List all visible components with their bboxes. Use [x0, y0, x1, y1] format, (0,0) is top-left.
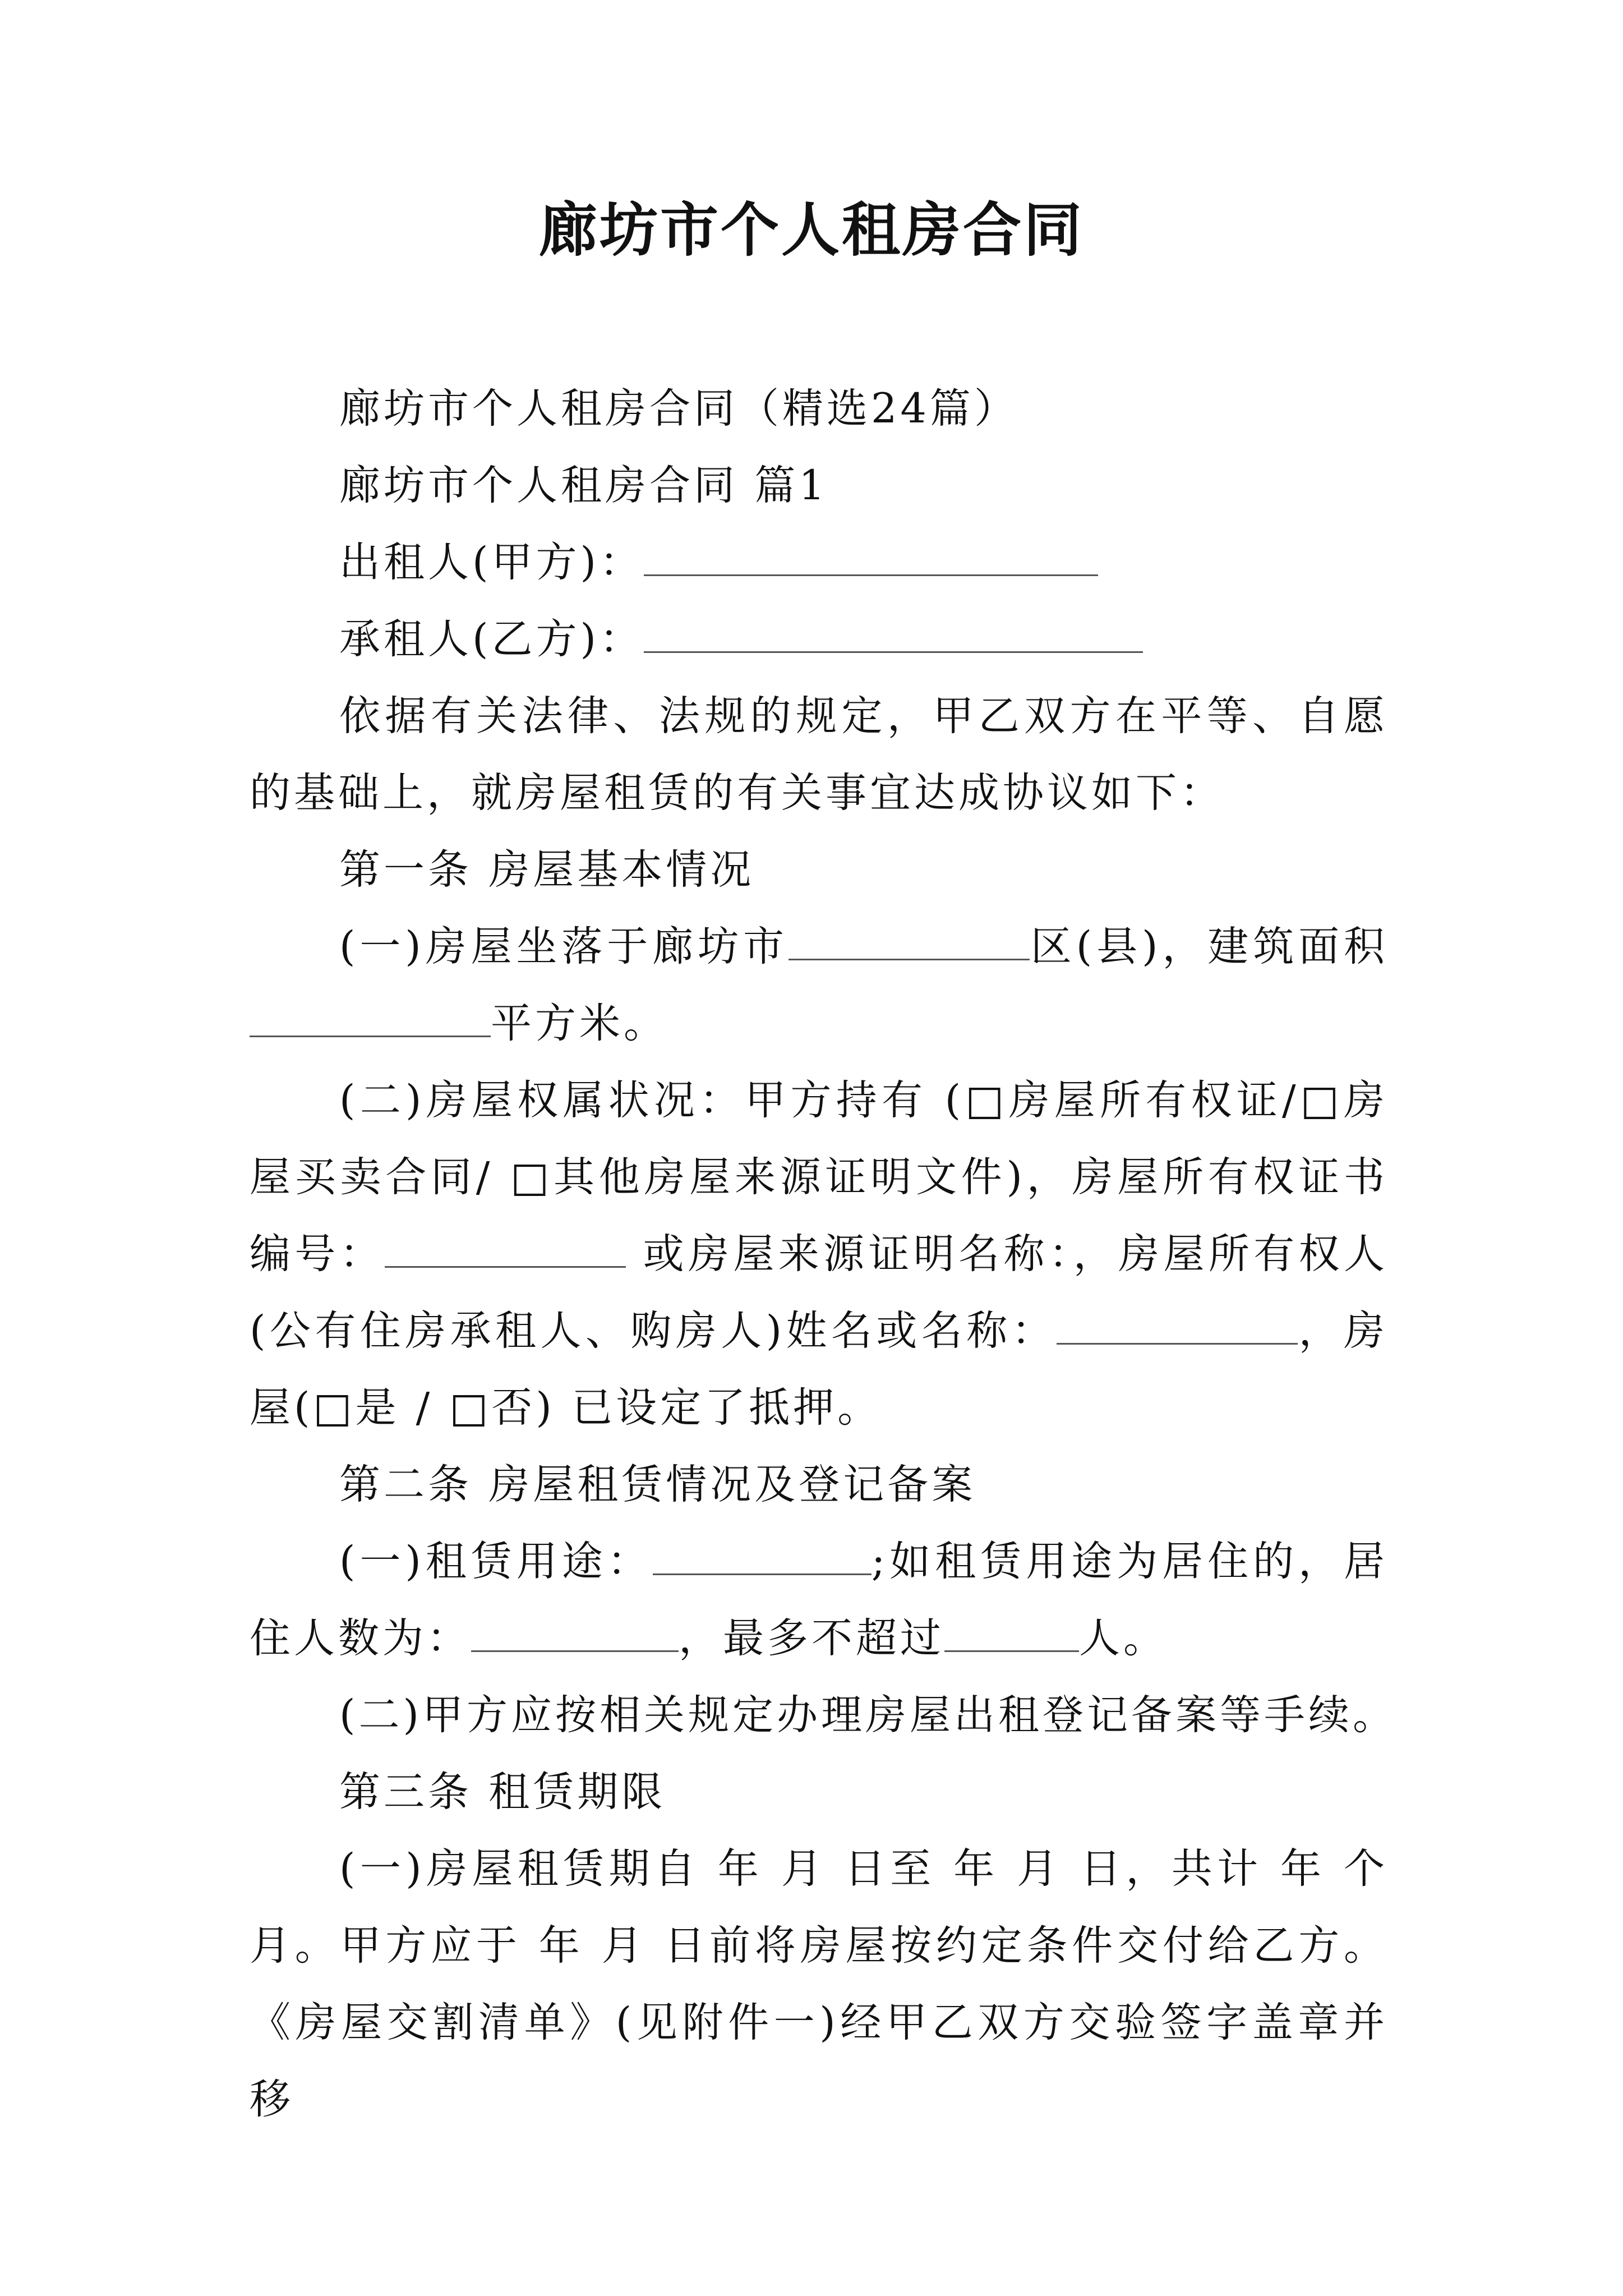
article-1-heading: 第一条 房屋基本情况 — [339, 846, 755, 894]
lessee-blank — [644, 616, 1143, 653]
clause-1-text-b: 区(县)，建筑面积 — [1029, 923, 1388, 970]
clause-2-text-b: 或房屋来源证明名称：，房屋所有权人(公有住房承租人、购房人)姓名或名称： — [250, 1230, 1388, 1355]
article-2-clause-1 — [250, 1523, 1388, 1677]
article-3-clause-1: (一)房屋租赁期自 年 月 日至 年 月 日，共计 年 个月。甲方应于 年 月 日前将房屋按约定条件交付给乙方。《房屋交割清单》(见附件一)经甲乙双方交验签字盖章并移 — [250, 1845, 1388, 2123]
clause-2-1-text-d: 人。 — [1079, 1614, 1168, 1662]
lessee-line — [250, 601, 1388, 678]
owner-name-blank — [1057, 1308, 1298, 1345]
max-occupants-blank — [944, 1616, 1079, 1652]
clause-1-text-a: (一)房屋坐落于廊坊市 — [339, 923, 789, 970]
purpose-blank — [653, 1539, 872, 1575]
document-title: 廊坊市个人租房合同 — [538, 195, 1084, 264]
clause-2-1-text-c: ，最多不超过 — [679, 1614, 944, 1662]
document-body — [250, 370, 1397, 2138]
lessor-line — [250, 524, 1388, 601]
contract-heading: 廊坊市个人租房合同 篇1 — [339, 462, 828, 509]
lessee-label: 承租人(乙方)： — [339, 615, 644, 663]
lessor-label: 出租人(甲方)： — [339, 539, 644, 586]
clause-2-text-a: (二)房屋权属状况：甲方持有 (□房屋所有权证/□房屋买卖合同/ □其他房屋来源证明文件)，房屋所有权证书编号： — [250, 1076, 1388, 1278]
article-1-clause-1 — [250, 908, 1388, 1062]
article-2-heading: 第二条 房屋租赁情况及登记备案 — [339, 1461, 976, 1508]
clause-2-1-text-a: (一)租赁用途： — [339, 1538, 653, 1585]
area-blank — [250, 1001, 491, 1037]
certificate-number-blank — [385, 1231, 626, 1268]
district-blank — [789, 924, 1030, 960]
clause-1-text-c: 平方米。 — [491, 1000, 668, 1047]
occupants-blank — [471, 1616, 679, 1652]
article-3-heading: 第三条 租赁期限 — [339, 1768, 666, 1816]
clause-2-1-text-b: ;如租赁用途为居住的，居住人数为： — [250, 1538, 1388, 1662]
collection-heading: 廊坊市个人租房合同（精选24篇） — [339, 385, 1018, 432]
lessor-blank — [644, 540, 1098, 576]
article-1-clause-2 — [250, 1062, 1388, 1446]
preamble-paragraph: 依据有关法律、法规的规定，甲乙双方在平等、自愿的基础上，就房屋租赁的有关事宜达成协议如下： — [250, 692, 1388, 817]
clause-2-text-c: ，房屋(□是 / □否) 已设定了抵押。 — [250, 1307, 1389, 1432]
article-2-clause-2: (二)甲方应按相关规定办理房屋出租登记备案等手续。 — [339, 1691, 1397, 1739]
